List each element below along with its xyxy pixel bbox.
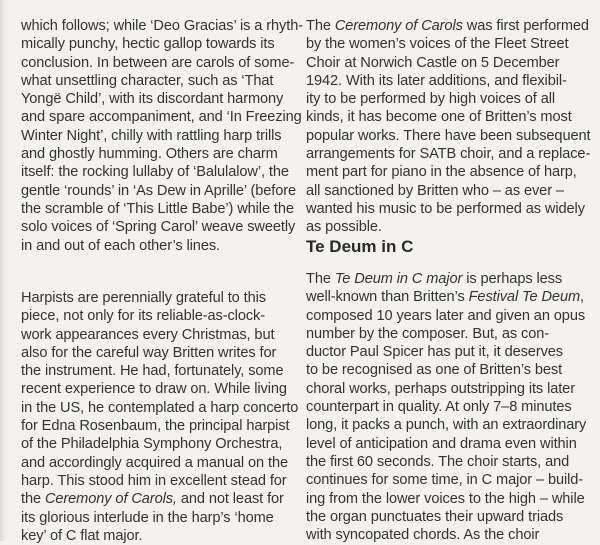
text-segment: long, it packs a punch, with an extraordinary <box>306 417 587 434</box>
text-segment: work appearances every Christmas, but <box>21 326 275 343</box>
text-line <box>21 289 311 307</box>
text-line <box>21 454 311 472</box>
text-line <box>306 490 596 508</box>
italic-title: Te Deum in C major <box>334 271 463 287</box>
text-line <box>306 325 596 343</box>
text-line <box>21 200 311 218</box>
text-line <box>306 72 596 90</box>
text-segment: The <box>306 271 335 287</box>
text-line <box>21 380 311 398</box>
text-line <box>21 218 311 236</box>
text-segment: popular works. There have been subsequent <box>306 127 591 144</box>
page-edge-shadow <box>0 0 6 541</box>
text-segment: number by the composer. But, as con- <box>306 325 549 342</box>
text-segment: level of anticipation and drama even within <box>306 435 577 452</box>
text-line <box>306 182 596 200</box>
text-line <box>306 200 596 218</box>
text-line <box>21 435 311 453</box>
text-line <box>21 72 311 90</box>
text-segment: continues for some time, in C major – build- <box>306 472 584 489</box>
text-line <box>21 307 311 325</box>
text-segment: The <box>306 18 335 34</box>
text-line <box>306 526 596 544</box>
text-segment: and not least for <box>176 491 284 508</box>
text-line <box>306 127 596 145</box>
text-line <box>306 307 596 325</box>
text-line <box>21 509 311 527</box>
text-segment: kinds, it has become one of Britten’s most <box>306 109 572 126</box>
text-segment: to be recognised as one of Britten’s best <box>306 362 563 379</box>
text-segment: mically punchy, hectic gallop towards its <box>21 36 275 53</box>
text-segment: all sanctioned by Britten who – as ever – <box>306 182 564 199</box>
section-heading: Te Deum in C <box>306 237 414 256</box>
text-line <box>21 237 311 255</box>
text-line <box>21 490 311 508</box>
text-line <box>306 54 596 72</box>
text-segment: by the women’s voices of the Fleet Street <box>306 36 569 53</box>
text-line <box>306 163 596 181</box>
text-line <box>21 472 311 490</box>
text-line <box>306 471 596 489</box>
italic-title: Ceremony of Carols, <box>44 491 177 508</box>
text-line <box>21 362 311 380</box>
text-segment: is perhaps less <box>462 271 563 287</box>
text-line <box>306 90 596 108</box>
text-segment: ing from the lower voices to the high – while <box>306 490 585 507</box>
text-segment: 1942. With its later additions, and flexibil- <box>306 72 567 89</box>
text-line <box>306 343 596 361</box>
text-segment: in and out of each other’s lines. <box>21 237 220 254</box>
text-line <box>21 399 311 417</box>
text-line <box>306 17 596 35</box>
paragraph <box>306 17 596 237</box>
text-line <box>21 326 311 344</box>
text-segment: conclusion. In between are carols of some- <box>21 54 295 71</box>
text-segment: of the Philadelphia Symphony Orchestra, <box>21 436 283 453</box>
text-segment: the <box>21 491 45 508</box>
text-segment: and ghostly humming. Others are charm <box>21 146 278 163</box>
text-segment: choral works, perhaps outstripping its later <box>306 380 575 397</box>
text-segment: arrangements for SATB choir, and a replace- <box>306 146 591 163</box>
text-line <box>21 17 311 35</box>
text-segment: was first performed <box>462 18 589 34</box>
text-line <box>21 35 311 53</box>
text-line <box>21 54 311 72</box>
text-segment: itself: the rocking lullaby of ‘Balulalow’, the <box>21 164 289 181</box>
text-segment: wanted his music to be performed as widely <box>306 200 585 217</box>
text-segment: for Edna Rosenbaum, the principal harpist <box>21 418 290 435</box>
text-segment: ment part for piano in the absence of harp, <box>306 164 577 181</box>
text-line <box>306 145 596 163</box>
text-segment: with syncopated chords. As the choir <box>306 527 540 544</box>
text-segment: ductor Paul Spicer has put it, it deserves <box>306 344 563 361</box>
text-line <box>306 380 596 398</box>
text-line <box>21 182 311 200</box>
text-line <box>21 108 311 126</box>
text-segment: which follows; while ‘Deo Gracias’ is a rhyth- <box>21 18 303 34</box>
text-line <box>306 361 596 379</box>
text-line <box>306 435 596 453</box>
text-line <box>21 527 311 545</box>
text-segment: and accordingly acquired a manual on the <box>21 454 288 471</box>
text-line <box>21 344 311 362</box>
text-segment: and spare accompaniment, and ‘In Freezing <box>21 109 302 126</box>
text-segment: also for the careful way Britten writes for <box>21 344 277 361</box>
text-segment: recent experience to draw on. While living <box>21 381 287 398</box>
italic-title: Festival Te Deum <box>468 289 581 306</box>
text-segment: key’ of C flat major. <box>21 527 143 544</box>
text-line <box>21 90 311 108</box>
text-line <box>21 163 311 181</box>
text-segment: as possible. <box>306 219 382 236</box>
text-segment: well-known than Britten’s <box>306 289 469 306</box>
text-line <box>306 453 596 471</box>
text-line <box>21 145 311 163</box>
text-line <box>306 288 596 306</box>
text-segment: the first 60 seconds. The choir starts, and <box>306 453 570 470</box>
text-line <box>21 417 311 435</box>
text-segment: piece, not only for its reliable-as-clock- <box>21 308 265 325</box>
text-line <box>306 416 596 434</box>
paragraph <box>21 17 311 255</box>
text-segment: solo voices of ‘Spring Carol’ weave sweetly <box>21 219 296 236</box>
text-segment: the scramble of ‘This Little Babe’) while the <box>21 200 294 217</box>
text-line <box>306 108 596 126</box>
italic-title: Ceremony of Carols <box>334 18 463 34</box>
text-segment: harp. This stood him in excellent stead for <box>21 472 287 489</box>
text-segment: ity to be performed by high voices of all <box>306 91 555 108</box>
text-segment: Choir at Norwich Castle on 5 December <box>306 54 560 71</box>
text-line <box>306 398 596 416</box>
text-segment: , <box>580 289 584 306</box>
text-segment: composed 10 years later and given an opus <box>306 307 586 324</box>
text-segment: Yongë Child’, with its discordant harmony <box>21 91 284 108</box>
text-segment: its glorious interlude in the harp’s ‘home <box>21 509 274 526</box>
text-segment: what unsettling character, such as ‘That <box>21 72 274 89</box>
text-line <box>306 218 596 236</box>
paragraph <box>306 270 596 544</box>
text-line <box>306 270 596 288</box>
text-segment: Winter Night’, chilly with rattling harp trills <box>21 127 282 144</box>
text-segment: counterpart in quality. At only 7–8 minutes <box>306 399 572 416</box>
text-line <box>306 508 596 526</box>
paragraph <box>21 289 311 545</box>
text-segment: in the US, he contemplated a harp concerto <box>21 399 299 416</box>
text-line <box>21 127 311 145</box>
text-segment: gentle ‘rounds’ in ‘As Dew in Aprille’ (before <box>21 182 296 199</box>
text-segment: the instrument. He had, fortunately, some <box>21 363 284 380</box>
text-segment: the organ punctuates their upward triads <box>306 508 564 525</box>
text-segment: Harpists are perennially grateful to this <box>21 290 266 306</box>
text-line <box>306 35 596 53</box>
